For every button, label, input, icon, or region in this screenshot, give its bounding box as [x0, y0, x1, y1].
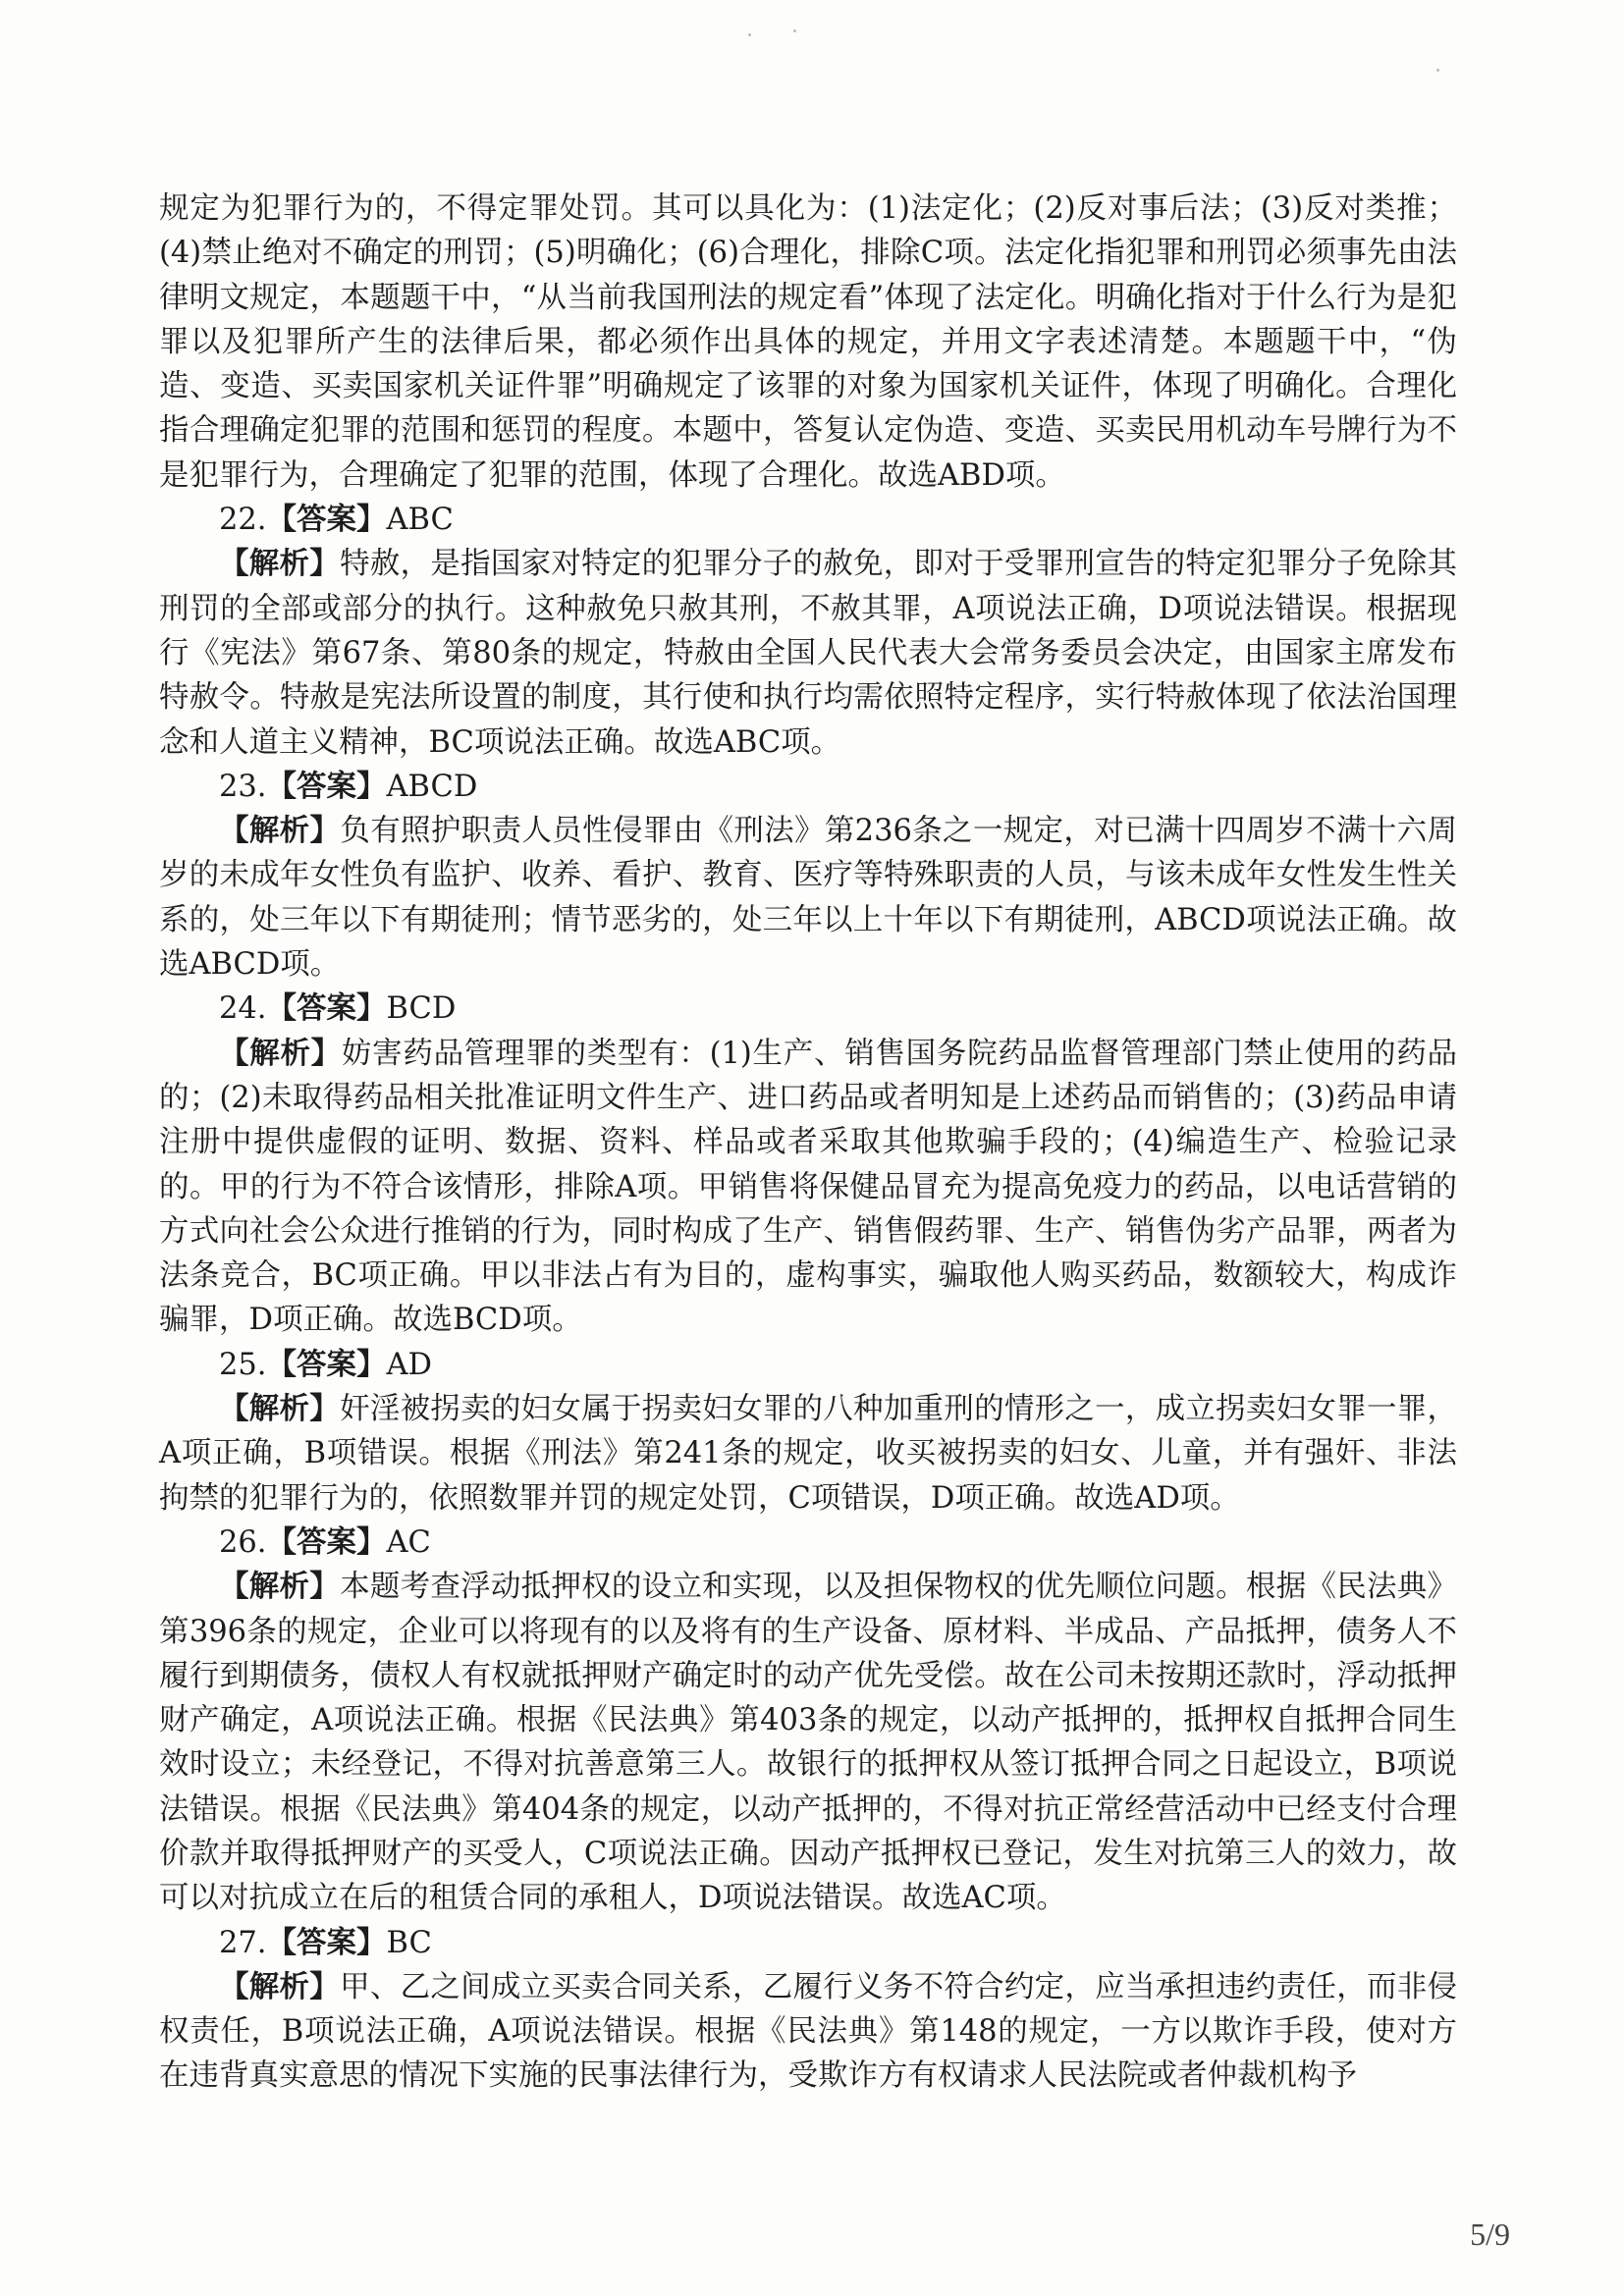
answer-explanations — [159, 187, 1457, 2099]
answer-line — [159, 498, 1457, 542]
scan-speck — [748, 33, 751, 36]
scan-speck — [1436, 69, 1439, 72]
analysis-paragraph — [159, 1565, 1457, 1920]
answer-value: AD — [386, 1347, 432, 1382]
page-number: 5/9 — [1470, 2216, 1510, 2252]
analysis-label: 【解析】 — [219, 813, 341, 849]
question-number: 27. — [219, 1925, 267, 1960]
analysis-paragraph — [159, 542, 1457, 764]
answer-label: 【答案】 — [266, 990, 387, 1027]
analysis-text: 奸淫被拐卖的妇女属于拐卖妇女罪的八种加重刑的情形之一，成立拐卖妇女罪一罪，A项正确，B项错误。根据《刑法》第241条的规定，收买被拐卖的妇女、儿童，并有强奸、非法拘禁的犯罪行为的，依照数罪并罚的规定处罚，C项错误，D项正确。故选AD项。 — [159, 1392, 1458, 1516]
answer-line — [159, 765, 1457, 809]
analysis-label: 【解析】 — [219, 1569, 341, 1605]
question-number: 22. — [219, 503, 267, 538]
answer-line — [159, 1921, 1457, 1965]
analysis-text: 本题考查浮动抵押权的设立和实现，以及担保物权的优先顺位问题。根据《民法典》第396条的规定，企业可以将现有的以及将有的生产设备、原材料、半成品、产品抵押，债务人不履行到期债务，债权人有权就抵押财产确定时的动产优先受偿。故在公司未按期还款时，浮动抵押财产确定，A项说法正确。根据《民法典》第403条的规定，以动产抵押的，抵押权自抵押合同生效时设立；未经登记，不得对抗善意第三人。故银行的抵押权从签订抵押合同之日起设立，B项说法错误。根据《民法典》第404条的规定，以动产抵押的，不得对抗正常经营活动中已经支付合理价款并取得抵押财产的买受人，C项说法正确。因动产抵押权已登记，发生对抗第三人的效力，故可以对抗成立在后的租赁合同的承租人，D项说法错误。故选AC项。 — [159, 1570, 1458, 1916]
answer-value: BC — [386, 1925, 432, 1960]
answer-value: ABC — [386, 503, 454, 538]
analysis-text: 负有照护职责人员性侵罪由《刑法》第236条之一规定，对已满十四周岁不满十六周岁的未成年女性负有监护、收养、看护、教育、医疗等特殊职责的人员，与该未成年女性发生性关系的，处三年以下有期徒刑；情节恶劣的，处三年以上十年以下有期徒刑，ABCD项说法正确。故选ABCD项。 — [159, 814, 1458, 983]
analysis-paragraph — [159, 1387, 1457, 1521]
analysis-label: 【解析】 — [219, 1968, 341, 2004]
answer-line — [159, 987, 1457, 1031]
analysis-paragraph — [159, 1032, 1457, 1343]
answer-item-26 — [159, 1521, 1457, 1921]
answer-label: 【答案】 — [266, 1924, 387, 1960]
answer-item-23 — [159, 765, 1457, 987]
intro-paragraph: 规定为犯罪行为的，不得定罪处罚。其可以具化为：(1)法定化；(2)反对事后法；(3)反对类推；(4)禁止绝对不确定的刑罚；(5)明确化；(6)合理化，排除C项。法定化指犯罪和刑罚必须事先由法律明文规定，本题题干中，“从当前我国刑法的规定看”体现了法定化。明确化指对于什么行为是犯罪以及犯罪所产生的法律后果，都必须作出具体的规定，并用文字表述清楚。本题题干中，“伪造、变造、买卖国家机关证件罪”明确规定了该罪的对象为国家机关证件，体现了明确化。合理化指合理确定犯罪的范围和惩罚的程度。本题中，答复认定伪造、变造、买卖民用机动车号牌行为不是犯罪行为，合理确定了犯罪的范围，体现了合理化。故选ABD项。 — [159, 191, 1457, 493]
answer-item-27 — [159, 1921, 1457, 2099]
answer-item-24 — [159, 987, 1457, 1342]
analysis-text: 特赦，是指国家对特定的犯罪分子的赦免，即对于受罪刑宣告的特定犯罪分子免除其刑罚的全部或部分的执行。这种赦免只赦其刑，不赦其罪，A项说法正确，D项说法错误。根据现行《宪法》第67条、第80条的规定，特赦由全国人民代表大会常务委员会决定，由国家主席发布特赦令。特赦是宪法所设置的制度，其行使和执行均需依照特定程序，实行特赦体现了依法治国理念和人道主义精神，BC项说法正确。故选ABC项。 — [159, 547, 1458, 760]
question-number: 26. — [219, 1524, 267, 1560]
answer-label: 【答案】 — [266, 1523, 387, 1560]
answer-item-22 — [159, 498, 1457, 765]
analysis-label: 【解析】 — [219, 546, 341, 582]
answer-label: 【答案】 — [266, 502, 387, 538]
question-number: 23. — [219, 769, 267, 804]
analysis-paragraph — [159, 1965, 1457, 2099]
answer-value: BCD — [386, 991, 457, 1027]
analysis-paragraph — [159, 809, 1457, 987]
analysis-text: 甲、乙之间成立买卖合同关系，乙履行义务不符合约定，应当承担违约责任，而非侵权责任，B项说法正确，A项说法错误。根据《民法典》第148的规定，一方以欺诈手段，使对方在违背真实意思的情况下实施的民事法律行为，受欺诈方有权请求人民法院或者仲裁机构予 — [159, 1969, 1458, 2094]
answer-value: AC — [386, 1524, 431, 1560]
answer-value: ABCD — [386, 769, 478, 804]
answer-item-25 — [159, 1343, 1457, 1521]
question-number: 24. — [219, 991, 267, 1027]
answer-label: 【答案】 — [266, 768, 387, 804]
scan-speck — [793, 29, 796, 32]
answer-label: 【答案】 — [266, 1346, 387, 1382]
answer-line — [159, 1521, 1457, 1565]
analysis-label: 【解析】 — [219, 1035, 342, 1071]
question-number: 25. — [219, 1347, 267, 1382]
answer-line — [159, 1343, 1457, 1387]
analysis-label: 【解析】 — [219, 1391, 341, 1427]
analysis-text: 妨害药品管理罪的类型有：(1)生产、销售国务院药品监督管理部门禁止使用的药品的；(2)未取得药品相关批准证明文件生产、进口药品或者明知是上述药品而销售的；(3)药品申请注册中提供虚假的证明、数据、资料、样品或者采取其他欺骗手段的；(4)编造生产、检验记录的。甲的行为不符合该情形，排除A项。甲销售将保健品冒充为提高免疫力的药品，以电话营销的方式向社会公众进行推销的行为，同时构成了生产、销售假药罪、生产、销售伪劣产品罪，两者为法条竞合，BC项正确。甲以非法占有为目的，虚构事实，骗取他人购买药品，数额较大，构成诈骗罪，D项正确。故选BCD项。 — [159, 1036, 1458, 1338]
